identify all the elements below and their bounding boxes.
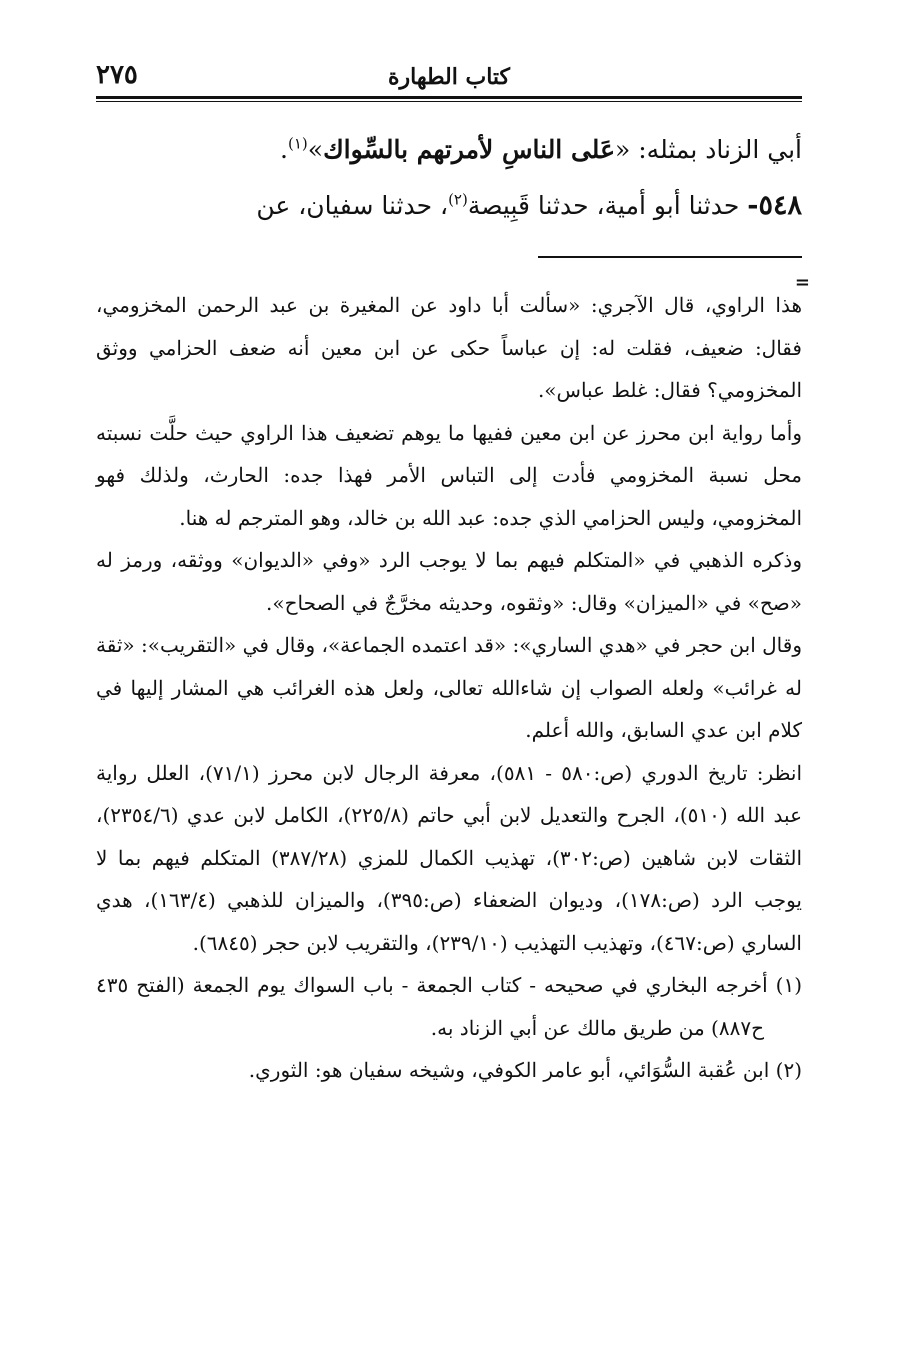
header-rule-thin: [96, 101, 802, 102]
line1-bold-quote: عَلى الناسِ لأمرتهم بالسِّواك: [323, 135, 615, 164]
note-paragraph: هذا الراوي، قال الآجري: «سألت أبا داود عن المغيرة بن عبد الرحمن المخزومي، فقال: ضعيف، فقلت له: إن عباساً حكى عن ابن معين أنه ضعف الحزامي ووثق المخزومي؟ فقال: غلط عباس».: [96, 293, 802, 402]
note-paragraph: وقال ابن حجر في «هدي الساري»: «قد اعتمده الجماعة»، وقال في «التقريب»: «ثقة له غرائب» ولعله الصواب إن شاءالله تعالى، ولعل هذه الغرائب هي المشار إليها في كلام ابن عدي السابق، والله أعلم.: [96, 633, 802, 742]
note-paragraph: وذكره الذهبي في «المتكلم فيهم بما لا يوجب الرد «وفي «الديوان» ووثقه، ورمز له «صح» في «الميزان» وقال: «وثقوه، وحديثه مخرَّجٌ في الصحاح».: [96, 548, 803, 615]
header-rule: [96, 96, 802, 99]
footnote-separator: [538, 256, 802, 258]
page-number: ٢٧٥: [96, 60, 138, 90]
hadith-number: ٥٤٨-: [747, 190, 802, 221]
line2-part-a: حدثنا أبو أمية، حدثنا قَبِيصة: [467, 191, 748, 220]
line2-part-b: ، حدثنا سفيان، عن: [256, 191, 449, 220]
footnote-1: (١) أخرجه البخاري في صحيحه - كتاب الجمعة - باب السواك يوم الجمعة (الفتح ٤٣٥ ح٨٨٧) من طريق مالك عن أبي الزناد به.: [96, 973, 802, 1040]
footnote-ref-1: (١): [288, 134, 308, 153]
footnotes-section: [96, 284, 802, 1092]
line1-end: .: [280, 135, 288, 164]
main-line-2: [96, 178, 802, 234]
line1-text: أبي الزناد بمثله: «: [615, 135, 802, 164]
running-title: كتاب الطهارة: [387, 64, 511, 90]
footnote-2: (٢) ابن عُقبة السُّوَائي، أبو عامر الكوفي، وشيخه سفيان هو: الثوري.: [248, 1058, 802, 1082]
note-paragraph: وأما رواية ابن محرز عن ابن معين ففيها ما يوهم تضعيف هذا الراوي حيث حلَّت نسبته محل نسبة المخزومي فأدت إلى التباس الأمر فهذا جده: الحارث، ولذلك فهو المخزومي، وليس الحزامي الذي جده: عبد الله بن خالد، وهو المترجم له هنا.: [96, 420, 802, 530]
page-header: [96, 54, 802, 94]
main-text: [96, 122, 802, 234]
footnote-ref-2: (٢): [448, 190, 468, 209]
continuation-mark: =: [794, 272, 810, 293]
main-line-1: [96, 122, 802, 178]
line1-close: »: [307, 135, 324, 164]
note-paragraph: انظر: تاريخ الدوري (ص:٥٨٠ - ٥٨١)، معرفة الرجال لابن محرز (٧١/١)، العلل رواية عبد الله (٥١٠)، الجرح والتعديل لابن أبي حاتم (٢٢٥/٨)، الكامل لابن عدي (٢٣٥٤/٦)، الثقات لابن شاهين (ص:٣٠٢)، تهذيب الكمال للمزي (٣٨٧/٢٨) المتكلم فيهم بما لا يوجب الرد (ص:١٧٨)، وديوان الضعفاء (ص:٣٩٥)، والميزان للذهبي (١٦٣/٤)، هدي الساري (ص:٤٦٧)، وتهذيب التهذيب (٢٣٩/١٠)، والتقريب لابن حجر (٦٨٤٥).: [96, 760, 803, 955]
